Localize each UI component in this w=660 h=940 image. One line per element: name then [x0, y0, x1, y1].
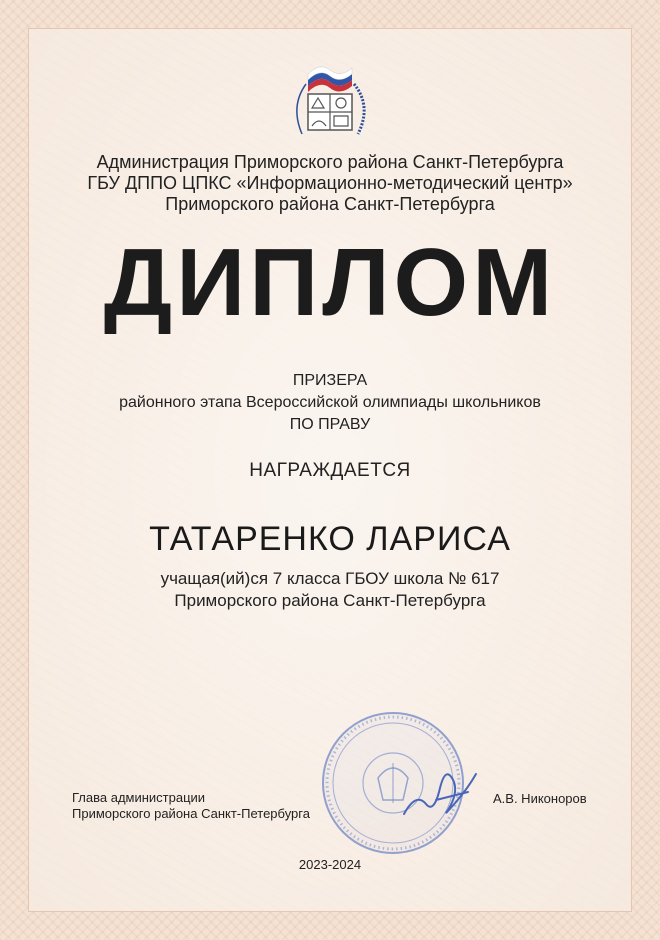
signatory-position-line-2: Приморского района Санкт-Петербурга: [72, 806, 310, 821]
award-level: ПРИЗЕРА: [292, 372, 368, 389]
olympiad-emblem-icon: [286, 64, 374, 142]
recipient-school: учащая(ий)ся 7 класса ГБОУ школа № 617: [160, 569, 500, 588]
diploma-title: ДИПЛОМ: [103, 229, 557, 336]
handwritten-signature: [396, 752, 486, 832]
recipient-name: ТАТАРЕНКО ЛАРИСА: [149, 520, 511, 558]
issuer-line-1: Администрация Приморского района Санкт-Петербурга: [96, 152, 564, 172]
issuer-line-2: ГБУ ДППО ЦПКС «Информационно-методический центр»: [87, 173, 573, 193]
signatory-position-line-1: Глава администрации: [72, 790, 206, 805]
academic-year: 2023-2024: [298, 857, 362, 872]
olympiad-stage: районного этапа Всероссийской олимпиады школьников: [119, 394, 541, 411]
signatory-name: А.В. Никоноров: [493, 791, 587, 806]
recipient-district: Приморского района Санкт-Петербурга: [174, 591, 486, 610]
olympiad-subject: ПО ПРАВУ: [289, 416, 371, 433]
awarded-label: НАГРАЖДАЕТСЯ: [249, 460, 411, 481]
issuer-line-3: Приморского района Санкт-Петербурга: [165, 194, 495, 214]
signatory-position: [72, 790, 310, 822]
